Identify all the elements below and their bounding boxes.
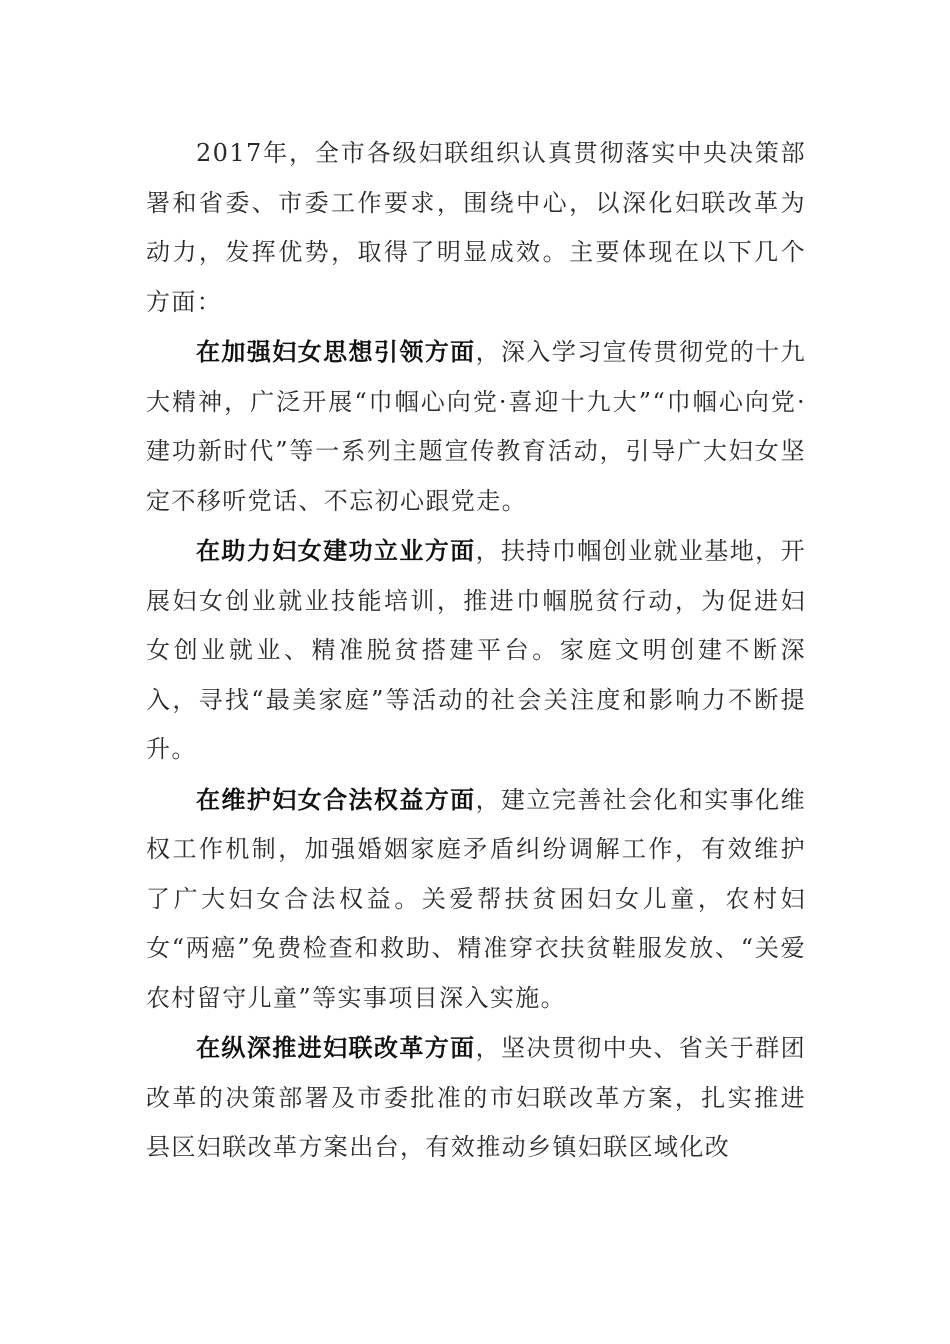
paragraph-text: 2017年，全市各级妇联组织认真贯彻落实中央决策部署和省委、市委工作要求，围绕中心，以深化妇联改革为动力，发挥优势，取得了明显成效。主要体现在以下几个方面： bbox=[146, 139, 806, 316]
paragraph-intro bbox=[146, 128, 806, 327]
paragraph-rights-protection bbox=[146, 775, 806, 1024]
paragraph-entrepreneurship bbox=[146, 526, 806, 775]
document-body bbox=[146, 128, 806, 1173]
paragraph-lead: 在助力妇女建功立业方面 bbox=[196, 536, 476, 565]
paragraph-text: ，深入学习宣传贯彻党的十九大精神，广泛开展“巾帼心向党·喜迎十九大”“巾帼心向党·建功新时代”等一系列主题宣传教育活动，引导广大妇女坚定不移听党话、不忘初心跟党走。 bbox=[146, 338, 806, 515]
paragraph-lead: 在纵深推进妇联改革方面 bbox=[196, 1033, 476, 1062]
paragraph-lead: 在加强妇女思想引领方面 bbox=[196, 337, 476, 366]
paragraph-text: ，坚决贯彻中央、省关于群团改革的决策部署及市委批准的市妇联改革方案，扎实推进县区妇联改革方案出台，有效推动乡镇妇联区域化改 bbox=[146, 1034, 806, 1161]
paragraph-text: ，建立完善社会化和实事化维权工作机制，加强婚姻家庭矛盾纠纷调解工作，有效维护了广大妇女合法权益。关爱帮扶贫困妇女儿童，农村妇女“两癌”免费检查和救助、精准穿衣扶贫鞋服发放、“关爱农村留守儿童”等实事项目深入实施。 bbox=[146, 785, 806, 1012]
paragraph-text: ，扶持巾帼创业就业基地，开展妇女创业就业技能培训，推进巾帼脱贫行动，为促进妇女创业就业、精准脱贫搭建平台。家庭文明创建不断深入，寻找“最美家庭”等活动的社会关注度和影响力不断提升。 bbox=[146, 537, 806, 763]
paragraph-reform bbox=[146, 1023, 806, 1173]
paragraph-ideological-guidance bbox=[146, 327, 806, 526]
paragraph-lead: 在维护妇女合法权益方面 bbox=[196, 784, 476, 814]
